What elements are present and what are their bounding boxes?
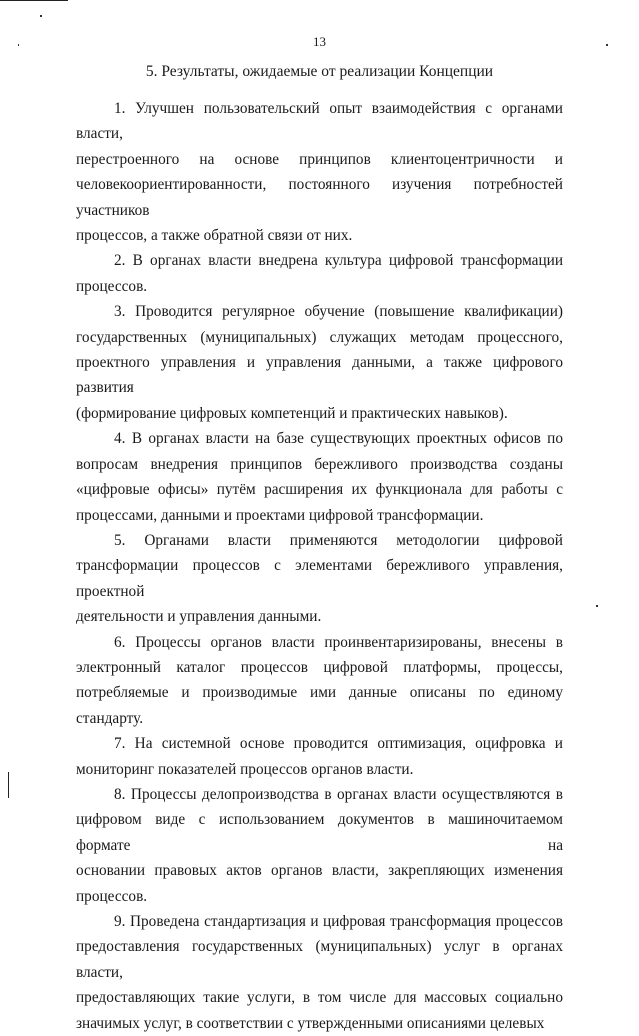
paragraph-2 — [76, 248, 563, 299]
text-line: 3. Проводится регулярное обучение (повышение квалификации) — [114, 303, 563, 321]
text-line: значимых услуг, в соответствии с утвержденными описаниями целевых — [76, 1014, 545, 1032]
text-line: трансформации процессов с элементами бережливого управления, проектной — [76, 557, 563, 600]
text-line: 5. Органами власти применяются методологии цифровой — [114, 531, 563, 549]
text-line: 2. В органах власти внедрена культура цифровой трансформации — [114, 252, 563, 270]
text-line: процессов. — [76, 277, 148, 295]
paragraph-7 — [76, 731, 563, 782]
paragraph-1 — [76, 96, 563, 248]
text-line: предоставления государственных (муниципальных) услуг в органах власти, — [76, 938, 563, 981]
section-title: 5. Результаты, ожидаемые от реализации Концепции — [145, 63, 494, 80]
text-line: (формирование цифровых компетенций и практических навыков). — [76, 404, 508, 422]
paragraph-9 — [76, 909, 563, 1036]
paragraph-6 — [76, 630, 563, 732]
paragraph-4 — [76, 426, 563, 528]
text-line: 4. В органах власти на базе существующих проектных офисов по — [114, 430, 563, 448]
text-line: 8. Процессы делопроизводства в органах власти осуществляются в — [114, 785, 563, 803]
text-line: государственных (муниципальных) служащих методам процессного, — [76, 328, 563, 346]
text-line: мониторинг показателей процессов органов власти. — [76, 760, 414, 778]
scan-speck — [40, 15, 42, 17]
page-number: 13 — [313, 34, 326, 49]
scan-margin-line — [8, 772, 9, 798]
text-line: 1. Улучшен пользовательский опыт взаимодействия с органами власти, — [76, 100, 563, 143]
scan-edge-line — [0, 0, 68, 1]
text-line: перестроенного на основе принципов клиентоцентричности и — [76, 150, 563, 168]
text-line: электронный каталог процессов цифровой платформы, процессы, — [76, 658, 563, 676]
text-line: проектного управления и управления данными, а также цифрового развития — [76, 354, 563, 397]
text-line: человекоориентированности, постоянного изучения потребностей участников — [76, 176, 563, 219]
document-body — [76, 96, 563, 1036]
text-line: 7. На системной основе проводится оптимизация, оцифровка и — [114, 735, 563, 753]
text-line: процессов. — [76, 887, 148, 905]
text-line: «цифровые офисы» путём расширения их функционала для работы с — [76, 481, 563, 499]
text-line: 9. Проведена стандартизация и цифровая трансформация процессов — [114, 913, 563, 930]
text-line: деятельности и управления данными. — [76, 608, 322, 626]
text-line: цифровом виде с использованием документов в машиночитаемом формате на — [76, 811, 563, 854]
text-line: предоставляющих такие услуги, в том числе для массовых социально — [76, 989, 563, 1007]
scan-speck — [596, 605, 598, 607]
paragraph-3 — [76, 299, 563, 426]
paragraph-8 — [76, 782, 563, 909]
text-line: процессами, данными и проектами цифровой трансформации. — [76, 506, 484, 524]
text-line: вопросам внедрения принципов бережливого производства созданы — [76, 455, 563, 473]
text-line: основании правовых актов органов власти, закрепляющих изменения — [76, 862, 563, 880]
paragraph-5 — [76, 528, 563, 630]
text-line: 6. Процессы органов власти проинвентаризированы, внесены в — [114, 633, 563, 651]
text-line: процессов, а также обратной связи от них. — [76, 227, 353, 245]
text-line: потребляемые и производимые ими данные описаны по единому стандарту. — [76, 684, 563, 727]
